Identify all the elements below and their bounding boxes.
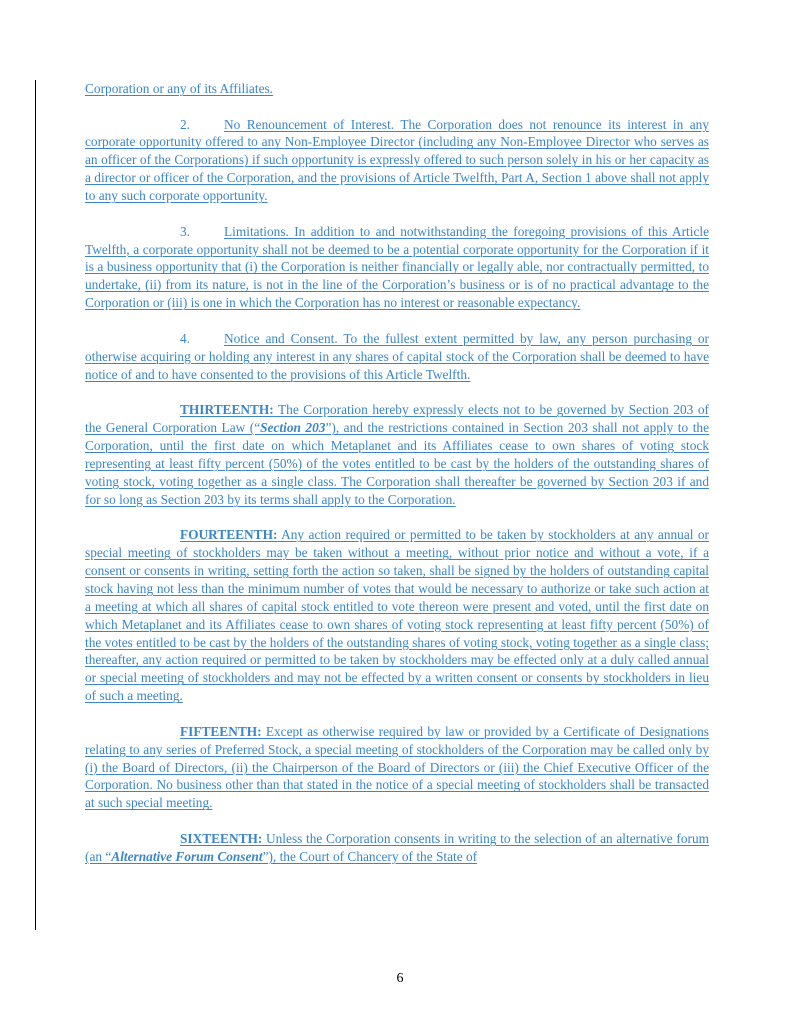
paragraph-section-2	[85, 116, 709, 206]
paragraph-continuation	[85, 80, 709, 98]
article-text: ”), and the restrictions contained in Section 203 shall not apply to the Corporation, until the first date on which Metaplanet and its Affiliates cease to own shares of voting stock representing at least fifty percent (50%) of the votes entitled to be cast by the holders of the outstanding shares of voting stock, voting together as a single class. The Corporation shall thereafter be governed by Section 203 if and for so long as Section 203 by its terms shall apply to the Corporation.	[85, 419, 709, 507]
section-text: No Renouncement of Interest. The Corporation does not renounce its interest in any corporate opportunity offered to any Non-Employee Director (including any Non-Employee Director who serves as an officer of the Corporations) if such opportunity is expressly offered to such person solely in his or her capacity as a director or officer of the Corporation, and the provisions of Article Twelfth, Part A, Section 1 above shall not apply to any such corporate opportunity.	[85, 116, 709, 204]
document-body	[85, 80, 709, 883]
article-heading: SIXTEENTH:	[180, 830, 263, 846]
paragraph-sixteenth	[85, 830, 709, 866]
paragraph-thirteenth	[85, 401, 709, 508]
article-text: ”), the Court of Chancery of the State of	[262, 848, 478, 864]
article-heading: FOURTEENTH:	[180, 527, 278, 543]
defined-term: Section 203	[260, 419, 326, 435]
article-text: The Corporation hereby expressly elects not to be governed by Section 203 of the General Corporation Law (“	[85, 402, 709, 435]
section-text: Notice and Consent. To the fullest extent permitted by law, any person purchasing or otherwise acquiring or holding any interest in any shares of capital stock of the Corporation shall be deemed to have notice of and to have consented to the provisions of this Article Twelfth.	[85, 330, 709, 382]
article-text: Unless the Corporation consents in writing to the selection of an alternative forum (an “	[85, 830, 709, 864]
paragraph-fourteenth	[85, 526, 709, 705]
section-number: 4.	[180, 330, 191, 346]
article-heading: THIRTEENTH:	[180, 402, 274, 418]
paragraph-section-3	[85, 223, 709, 313]
article-heading: FIFTEENTH:	[180, 723, 262, 739]
article-text: Except as otherwise required by law or provided by a Certificate of Designations relating to any series of Preferred Stock, a special meeting of stockholders of the Corporation may be called only by (i) the Board of Directors, (ii) the Chairperson of the Board of Directors or (iii) the Chief Executive Officer of the Corporation. No business other than that stated in the notice of a special meeting of stockholders shall be transacted at such special meeting.	[85, 723, 709, 811]
article-text: Any action required or permitted to be taken by stockholders at any annual or special meeting of stockholders may be taken without a meeting, without prior notice and without a vote, if a consent or consents in writing, setting forth the action so taken, shall be signed by the holders of outstanding capital stock having not less than the minimum number of votes that would be necessary to authorize or take such action at a meeting at which all shares of capital stock entitled to vote thereon were present and voted, until the first date on which Metaplanet and its Affiliates cease to own shares of voting stock representing at least fifty percent (50%) of the votes entitled to be cast by the holders of the outstanding shares of voting stock, voting together as a single class; thereafter, any action required or permitted to be taken by stockholders may be effected only at a duly called annual or special meeting of stockholders and may not be effected by a written consent or consents by stockholders in lieu of such a meeting.	[85, 527, 709, 704]
section-number: 2.	[180, 116, 191, 132]
continuation-text: Corporation or any of its Affiliates.	[85, 81, 274, 96]
revision-change-bar	[35, 80, 36, 930]
section-text: Limitations. In addition to and notwithstanding the foregoing provisions of this Article Twelfth, a corporate opportunity shall not be deemed to be a potential corporate opportunity for the Corporation if it is a business opportunity that (i) the Corporation is neither financially or legally able, nor contractually permitted, to undertake, (ii) from its nature, is not in the line of the Corporation’s business or is of no practical advantage to the Corporation or (iii) is one in which the Corporation has no interest or reasonable expectancy.	[85, 223, 709, 311]
paragraph-section-4	[85, 330, 709, 384]
section-number: 3.	[180, 223, 191, 239]
defined-term: Alternative Forum Consent	[111, 848, 263, 864]
page-number: 6	[396, 971, 404, 986]
paragraph-fifteenth	[85, 723, 709, 813]
